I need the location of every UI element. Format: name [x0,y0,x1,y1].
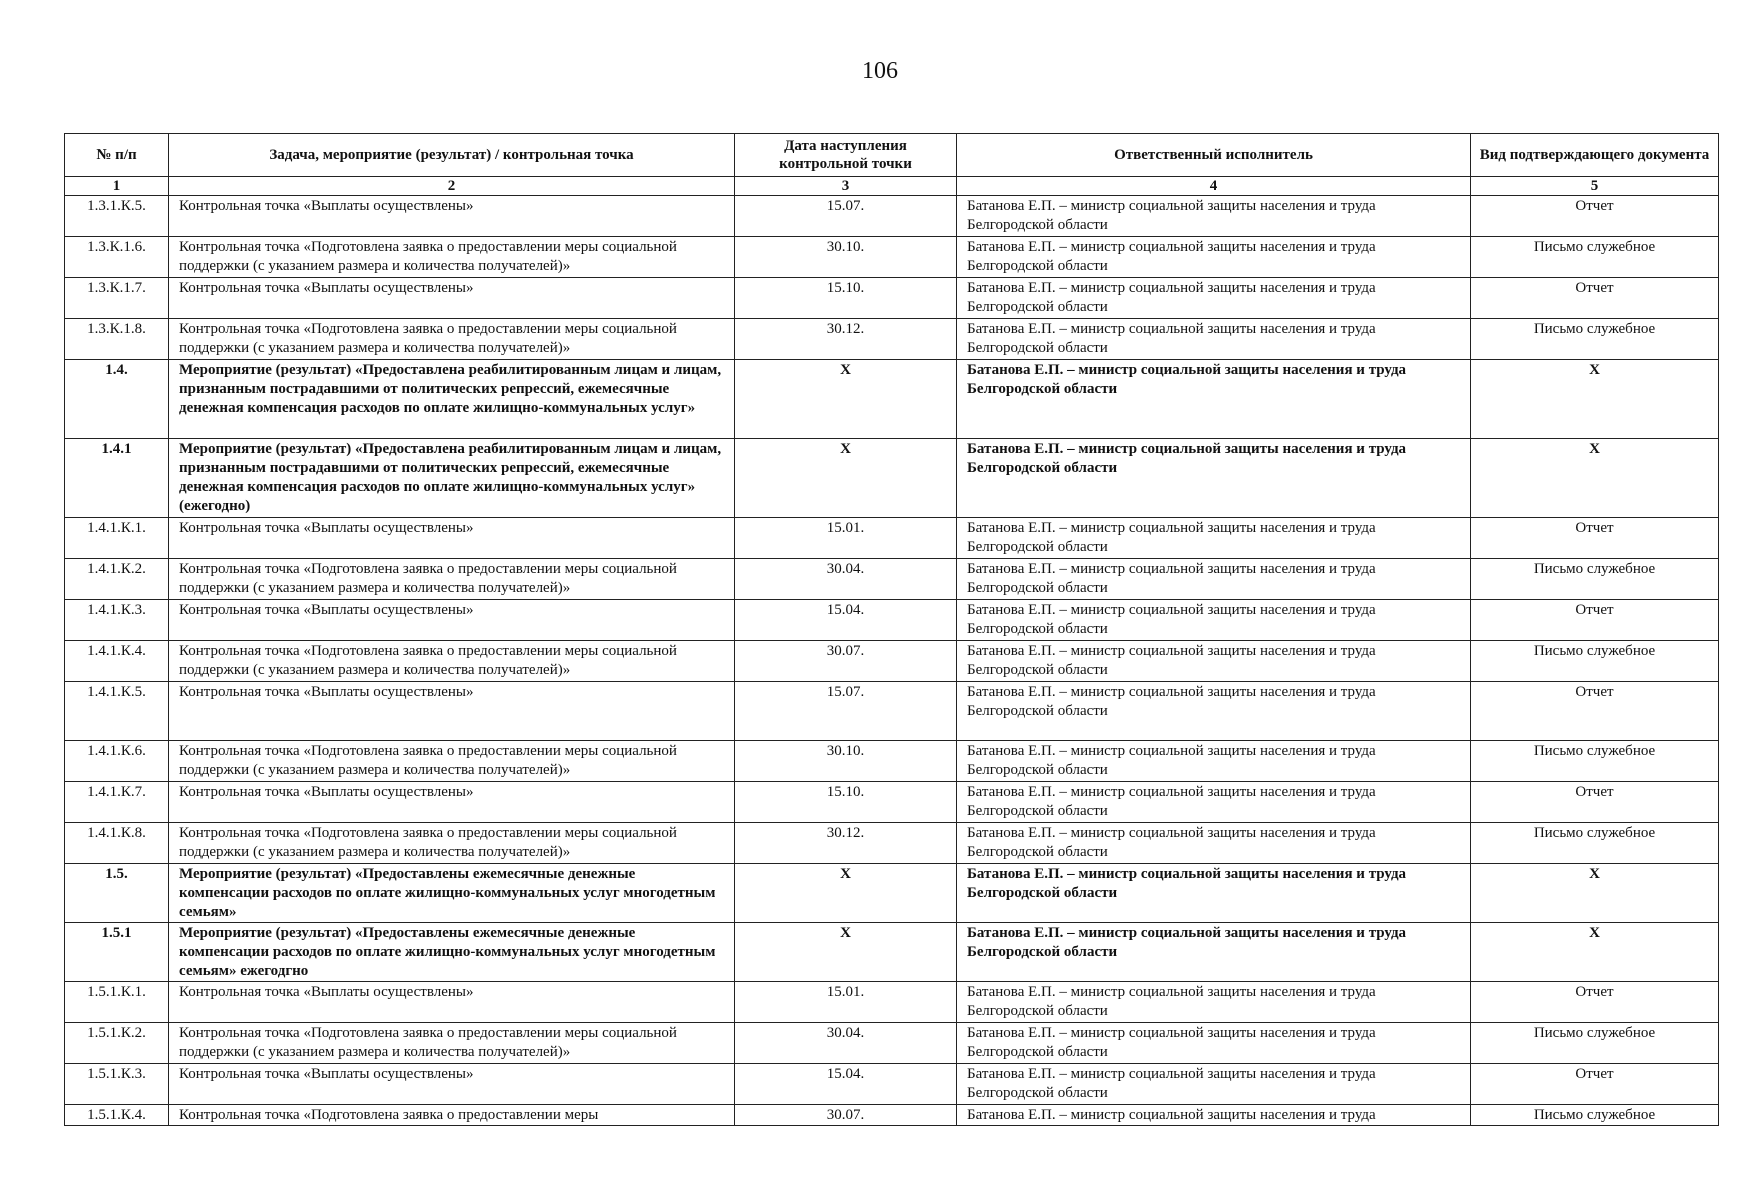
row-task: Мероприятие (результат) «Предоставлены ежемесячные денежные компенсации расходов по оплате жилищно-коммунальных услуг многодетным семьям» [169,864,735,923]
row-number: 1.3.К.1.7. [65,278,169,319]
row-executor: Батанова Е.П. – министр социальной защиты населения и труда Белгородской области [957,641,1471,682]
row-number: 1.4.1 [65,439,169,518]
row-document: Отчет [1471,600,1719,641]
table-row [65,641,1719,682]
row-document: X [1471,864,1719,923]
row-number: 1.5.1.К.3. [65,1064,169,1105]
row-date: 15.01. [735,982,957,1023]
row-task: Контрольная точка «Выплаты осуществлены» [169,982,735,1023]
row-number: 1.4. [65,360,169,439]
row-document: X [1471,439,1719,518]
row-task: Контрольная точка «Выплаты осуществлены» [169,600,735,641]
row-document: Письмо служебное [1471,1105,1719,1126]
table-row [65,237,1719,278]
column-numbers-row [65,177,1719,196]
table-row [65,1064,1719,1105]
row-date: 30.04. [735,559,957,600]
row-document: Письмо служебное [1471,741,1719,782]
header-document: Вид подтверждающего документа [1471,134,1719,177]
row-executor: Батанова Е.П. – министр социальной защиты населения и труда Белгородской области [957,741,1471,782]
row-executor: Батанова Е.П. – министр социальной защиты населения и труда Белгородской области [957,439,1471,518]
row-task: Контрольная точка «Подготовлена заявка о предоставлении меры социальной поддержки (с указанием размера и количества получателей)» [169,741,735,782]
table-row [65,319,1719,360]
row-number: 1.4.1.К.3. [65,600,169,641]
header-executor: Ответственный исполнитель [957,134,1471,177]
table-row [65,823,1719,864]
row-executor: Батанова Е.П. – министр социальной защиты населения и труда Белгородской области [957,923,1471,982]
row-task: Контрольная точка «Подготовлена заявка о предоставлении меры социальной поддержки (с указанием размера и количества получателей)» [169,319,735,360]
table-row [65,682,1719,741]
row-date: 30.07. [735,1105,957,1126]
row-date: X [735,439,957,518]
row-number: 1.5.1.К.1. [65,982,169,1023]
row-executor: Батанова Е.П. – министр социальной защиты населения и труда Белгородской области [957,600,1471,641]
row-number: 1.4.1.К.8. [65,823,169,864]
table-row [65,278,1719,319]
row-task: Контрольная точка «Подготовлена заявка о предоставлении меры социальной поддержки (с указанием размера и количества получателей)» [169,641,735,682]
header-number: № п/п [65,134,169,177]
row-document: Письмо служебное [1471,1023,1719,1064]
row-document: Отчет [1471,782,1719,823]
row-executor: Батанова Е.П. – министр социальной защиты населения и труда Белгородской области [957,237,1471,278]
header-task: Задача, мероприятие (результат) / контрольная точка [169,134,735,177]
table-row [65,741,1719,782]
row-number: 1.3.К.1.6. [65,237,169,278]
row-document: Отчет [1471,518,1719,559]
row-document: Отчет [1471,1064,1719,1105]
row-number: 1.4.1.К.6. [65,741,169,782]
row-date: X [735,923,957,982]
row-executor: Батанова Е.П. – министр социальной защиты населения и труда Белгородской области [957,864,1471,923]
column-number: 5 [1471,177,1719,196]
row-date: X [735,360,957,439]
row-executor: Батанова Е.П. – министр социальной защиты населения и труда Белгородской области [957,196,1471,237]
row-date: 30.10. [735,237,957,278]
table-row [65,559,1719,600]
row-number: 1.4.1.К.4. [65,641,169,682]
row-number: 1.4.1.К.7. [65,782,169,823]
row-task: Контрольная точка «Выплаты осуществлены» [169,518,735,559]
row-date: 30.10. [735,741,957,782]
table-row [65,518,1719,559]
table-row [65,864,1719,923]
table-row [65,982,1719,1023]
row-date: 30.04. [735,1023,957,1064]
row-number: 1.4.1.К.5. [65,682,169,741]
row-document: X [1471,923,1719,982]
row-date: 30.12. [735,319,957,360]
page-number: 106 [862,58,898,84]
row-executor: Батанова Е.П. – министр социальной защиты населения и труда Белгородской области [957,982,1471,1023]
row-date: 15.04. [735,600,957,641]
row-date: 15.04. [735,1064,957,1105]
row-task: Мероприятие (результат) «Предоставлена реабилитированным лицам и лицам, признанным пострадавшими от политических репрессий, ежемесячные денежная компенсация расходов по оплате жилищно-коммунальных услуг» [169,360,735,439]
table-row [65,360,1719,439]
row-document: X [1471,360,1719,439]
row-number: 1.5. [65,864,169,923]
row-document: Отчет [1471,196,1719,237]
header-date: Дата наступления контрольной точки [735,134,957,177]
row-executor: Батанова Е.П. – министр социальной защиты населения и труда Белгородской области [957,360,1471,439]
column-number: 1 [65,177,169,196]
table-header-row [65,134,1719,177]
table-row [65,923,1719,982]
row-task: Контрольная точка «Выплаты осуществлены» [169,1064,735,1105]
row-task: Контрольная точка «Подготовлена заявка о предоставлении меры [169,1105,735,1126]
row-task: Контрольная точка «Выплаты осуществлены» [169,278,735,319]
row-executor: Батанова Е.П. – министр социальной защиты населения и труда Белгородской области [957,319,1471,360]
row-executor: Батанова Е.П. – министр социальной защиты населения и труда Белгородской области [957,682,1471,741]
row-number: 1.5.1 [65,923,169,982]
row-executor: Батанова Е.П. – министр социальной защиты населения и труда Белгородской области [957,278,1471,319]
table-row [65,439,1719,518]
row-executor: Батанова Е.П. – министр социальной защиты населения и труда Белгородской области [957,1064,1471,1105]
row-document: Отчет [1471,682,1719,741]
row-document: Письмо служебное [1471,559,1719,600]
row-date: 15.10. [735,278,957,319]
row-number: 1.4.1.К.1. [65,518,169,559]
row-document: Отчет [1471,278,1719,319]
row-date: X [735,864,957,923]
table-row [65,600,1719,641]
column-number: 4 [957,177,1471,196]
row-document: Письмо служебное [1471,641,1719,682]
row-executor: Батанова Е.П. – министр социальной защиты населения и труда Белгородской области [957,782,1471,823]
row-number: 1.5.1.К.4. [65,1105,169,1126]
row-task: Мероприятие (результат) «Предоставлены ежемесячные денежные компенсации расходов по оплате жилищно-коммунальных услуг многодетным семьям» ежегодгно [169,923,735,982]
table-row [65,196,1719,237]
row-date: 30.07. [735,641,957,682]
row-document: Отчет [1471,982,1719,1023]
row-date: 15.10. [735,782,957,823]
row-task: Контрольная точка «Подготовлена заявка о предоставлении меры социальной поддержки (с указанием размера и количества получателей)» [169,1023,735,1064]
row-task: Контрольная точка «Выплаты осуществлены» [169,682,735,741]
row-date: 15.01. [735,518,957,559]
row-executor: Батанова Е.П. – министр социальной защиты населения и труда Белгородской области [957,823,1471,864]
row-task: Контрольная точка «Подготовлена заявка о предоставлении меры социальной поддержки (с указанием размера и количества получателей)» [169,237,735,278]
row-number: 1.4.1.К.2. [65,559,169,600]
row-document: Письмо служебное [1471,319,1719,360]
row-date: 15.07. [735,196,957,237]
row-executor: Батанова Е.П. – министр социальной защиты населения и труда Белгородской области [957,518,1471,559]
row-document: Письмо служебное [1471,823,1719,864]
table-row [65,1105,1719,1126]
row-task: Контрольная точка «Выплаты осуществлены» [169,782,735,823]
row-task: Контрольная точка «Подготовлена заявка о предоставлении меры социальной поддержки (с указанием размера и количества получателей)» [169,559,735,600]
table-row [65,1023,1719,1064]
row-executor: Батанова Е.П. – министр социальной защиты населения и труда Белгородской области [957,559,1471,600]
row-number: 1.3.1.К.5. [65,196,169,237]
row-executor: Батанова Е.П. – министр социальной защиты населения и труда Белгородской области [957,1023,1471,1064]
row-task: Контрольная точка «Выплаты осуществлены» [169,196,735,237]
row-executor: Батанова Е.П. – министр социальной защиты населения и труда [957,1105,1471,1126]
row-number: 1.5.1.К.2. [65,1023,169,1064]
row-task: Контрольная точка «Подготовлена заявка о предоставлении меры социальной поддержки (с указанием размера и количества получателей)» [169,823,735,864]
row-date: 15.07. [735,682,957,741]
row-document: Письмо служебное [1471,237,1719,278]
row-task: Мероприятие (результат) «Предоставлена реабилитированным лицам и лицам, признанным пострадавшими от политических репрессий, ежемесячные денежная компенсация расходов по оплате жилищно-коммунальных услуг» (ежегодно) [169,439,735,518]
row-date: 30.12. [735,823,957,864]
table-row [65,782,1719,823]
row-number: 1.3.К.1.8. [65,319,169,360]
column-number: 3 [735,177,957,196]
column-number: 2 [169,177,735,196]
control-points-table [64,133,1719,1126]
